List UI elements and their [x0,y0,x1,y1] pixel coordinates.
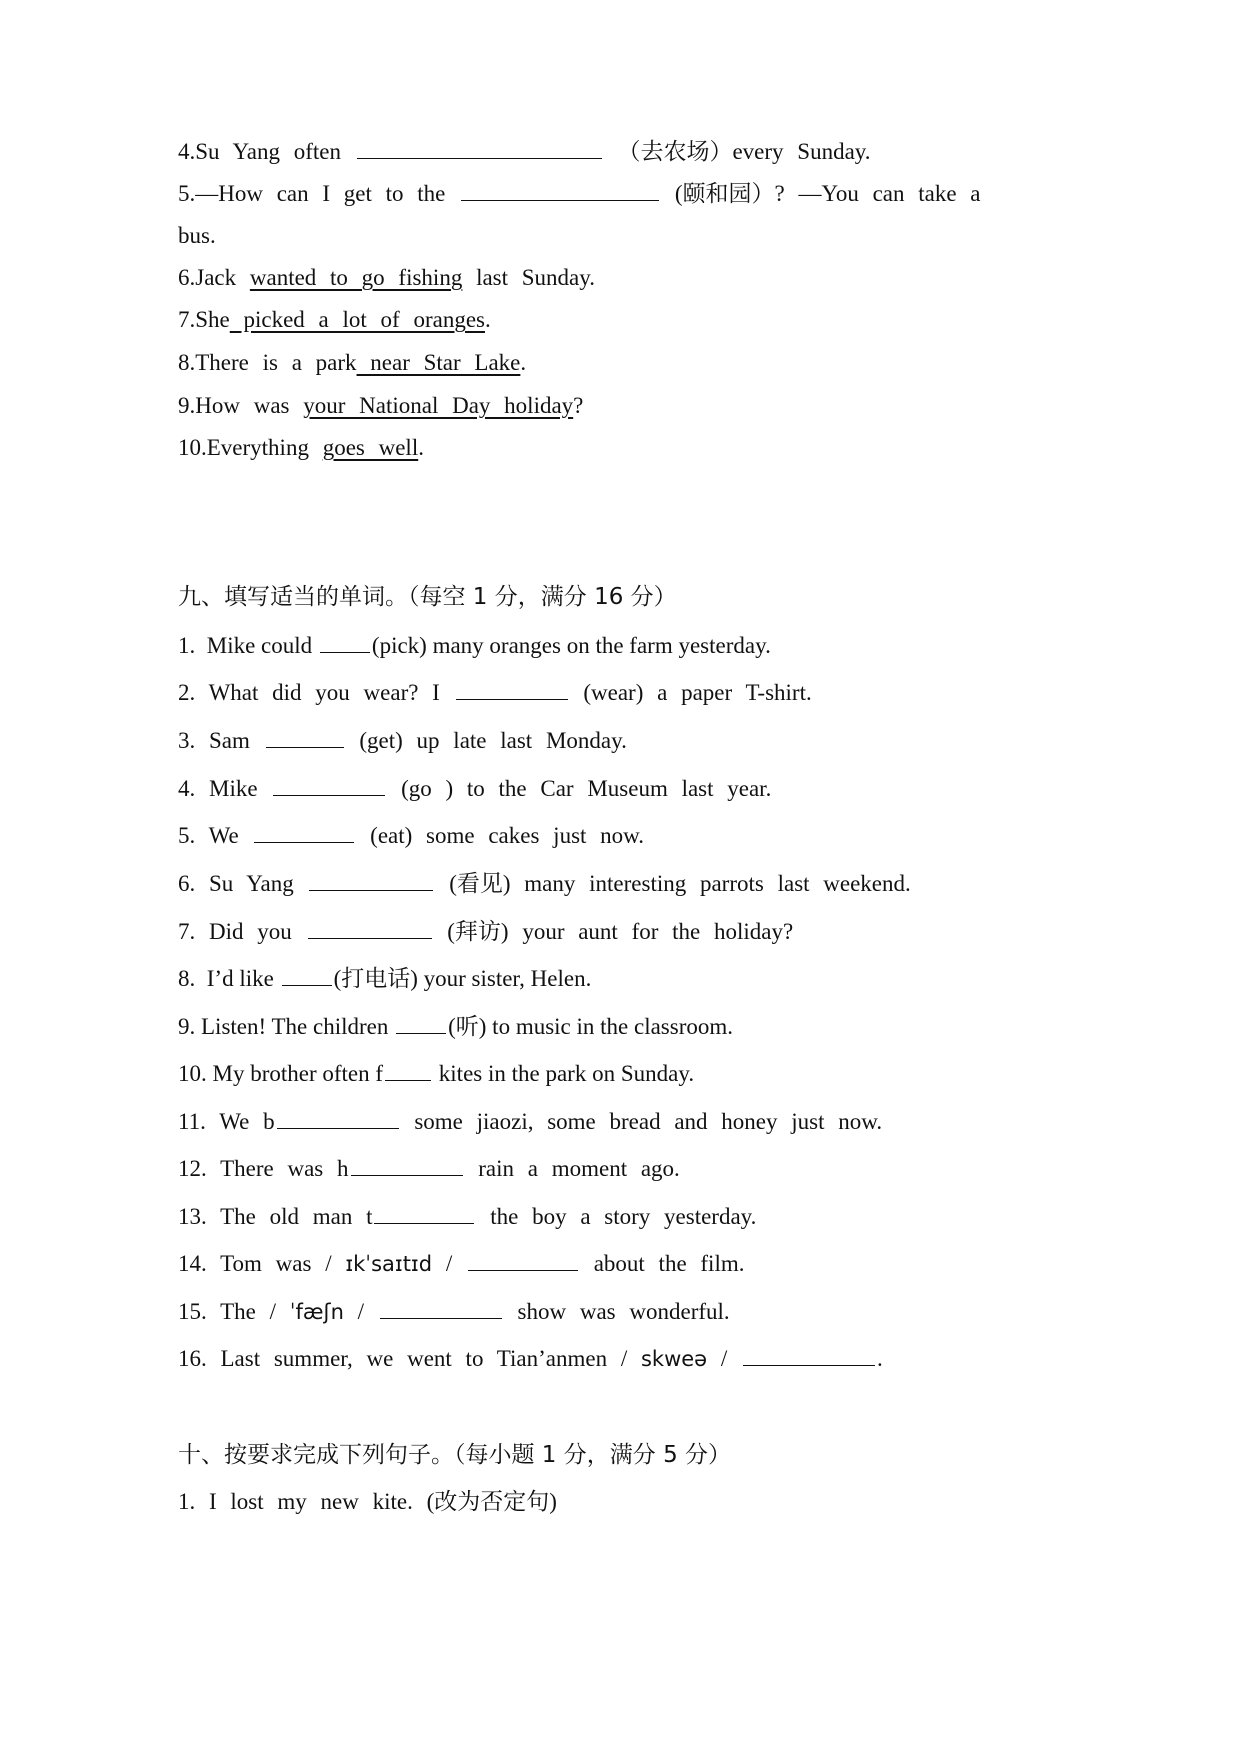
item-text: the boy a story yesterday. [490,1204,757,1229]
answer-blank[interactable] [254,820,354,843]
item-text: (wear) a paper T-shirt. [583,680,812,705]
item-text: (拜访) your aunt for the holiday? [447,919,794,944]
fill-item [178,773,771,804]
phonetic-transcription: skweə [640,1347,708,1371]
item-text: (打电话) your sister, Helen. [333,966,592,991]
fill-item [178,1201,756,1232]
item-text: (get) up late last Monday. [359,728,627,753]
item-number: 5. [178,823,196,848]
exercise-item [178,263,595,293]
item-number: 9. [178,393,196,418]
item-text: —How can I get to the [195,181,446,206]
item-text: Last summer, we went to Tian’anmen / [220,1346,628,1371]
item-text: . [520,350,527,375]
fill-item [178,963,591,994]
item-text: Everything [206,435,309,460]
item-number: 4. [178,776,196,801]
answer-blank[interactable] [277,1106,399,1129]
item-hint: (颐和园）? [674,181,785,206]
fill-item [178,1011,733,1042]
item-text: How was [195,393,290,418]
underlined-phrase: goes well [322,435,419,460]
answer-blank[interactable] [380,1296,502,1319]
item-text: My brother often f [212,1061,384,1086]
answer-blank[interactable] [385,1058,431,1081]
item-text: Mike [209,776,258,801]
fill-item [178,1296,730,1327]
phonetic-transcription: ɪkˈsaɪtɪd [345,1252,433,1276]
item-text: (eat) some cakes just now. [370,823,645,848]
item-text: I lost my new kite. (改为否定句) [209,1489,557,1514]
item-text: . [877,1346,883,1371]
item-text: rain a moment ago. [478,1156,680,1181]
item-text: kites in the park on Sunday. [438,1061,695,1086]
answer-blank[interactable] [743,1343,875,1366]
item-text: Jack [195,265,237,290]
item-text: Su Yang [209,871,294,896]
section-10-heading: 十、按要求完成下列句子。（每小题 1 分，满分 5 分） [178,1442,732,1468]
exercise-item [178,391,583,421]
item-text: (看见) many interesting parrots last weekend. [449,871,911,896]
fill-item [178,916,793,947]
item-number: 4. [178,139,196,164]
fill-item [178,868,911,899]
item-number: 7. [178,919,196,944]
item-text: —You can take a [798,181,981,206]
item-number: 11. [178,1109,206,1134]
fill-item [178,1106,882,1137]
item-text: / [720,1346,728,1371]
answer-blank[interactable] [309,868,433,891]
item-text: some jiaozi, some bread and honey just now. [414,1109,883,1134]
item-number: 16. [178,1346,207,1371]
item-number: 6. [178,871,196,896]
answer-blank[interactable] [308,916,432,939]
exercise-item [178,433,424,463]
item-number: 1. [178,1489,196,1514]
answer-blank[interactable] [461,178,659,201]
item-number: 13. [178,1204,207,1229]
item-text: We b [219,1109,275,1134]
item-text: The / [220,1299,276,1324]
item-number: 8. [178,966,196,991]
fill-item [178,1248,744,1279]
item-text: show was wonderful. [517,1299,730,1324]
answer-blank[interactable] [273,773,385,796]
answer-blank[interactable] [374,1201,474,1224]
underlined-phrase: near Star Lake [356,350,521,375]
item-number: 3. [178,728,196,753]
exercise-item [178,178,981,209]
item-text: I’d like [206,966,274,991]
item-text: . [418,435,424,460]
answer-blank[interactable] [396,1011,446,1034]
fill-item [178,1058,694,1089]
fill-item [178,820,644,851]
exercise-item [178,136,871,167]
item-number: 8. [178,350,196,375]
item-number: 2. [178,680,196,705]
item-text: / [357,1299,365,1324]
item-text: every Sunday. [732,139,871,164]
item-number: 1. [178,633,196,658]
underlined-phrase: picked a lot of oranges [229,307,485,332]
section-9-heading: 九、填写适当的单词。（每空 1 分，满分 16 分） [178,584,677,610]
item-number: 5. [178,181,196,206]
item-text: . [484,307,491,332]
exercise-item [178,348,526,378]
item-text: ? [573,393,584,418]
exercise-item [178,305,491,335]
item-text: Mike could [206,633,313,658]
underlined-phrase: wanted to go fishing [249,265,463,290]
answer-blank[interactable] [282,963,332,986]
item-text: Did you [209,919,292,944]
item-text: last Sunday. [476,265,596,290]
item-text: What did you wear? I [208,680,440,705]
item-text: There is a park [195,350,357,375]
item-number: 15. [178,1299,207,1324]
fill-item [178,677,812,708]
item-text: Sam [209,728,250,753]
answer-blank[interactable] [351,1153,463,1176]
item-text: (go ) to the Car Museum last year. [401,776,772,801]
fill-item [178,725,627,756]
answer-blank[interactable] [266,725,344,748]
item-text: (听) to music in the classroom. [448,1014,734,1039]
item-text: Listen! The children [201,1014,389,1039]
item-text: There was h [220,1156,349,1181]
item-number: 10. [178,1061,207,1086]
item-number: 9. [178,1014,196,1039]
item-number: 6. [178,265,196,290]
item-text: We [208,823,239,848]
fill-item [178,1343,883,1374]
item-text: Su Yang often [195,139,341,164]
item-number: 10. [178,435,207,460]
item-text: The old man t [220,1204,373,1229]
answer-blank[interactable] [357,136,602,159]
item-text: She [195,307,230,332]
item-text: about the film. [593,1251,745,1276]
item-text: (pick) many oranges on the farm yesterday. [371,633,771,658]
item-number: 14. [178,1251,207,1276]
answer-blank[interactable] [456,677,568,700]
answer-blank[interactable] [468,1248,578,1271]
fill-item [178,630,771,661]
fill-item [178,1153,680,1184]
underlined-phrase: your National Day holiday [303,393,574,418]
item-hint: （去农场） [617,139,733,164]
item-text: / [445,1251,453,1276]
phonetic-transcription: ˈfæʃn [289,1300,344,1324]
rewrite-item [178,1487,557,1517]
item-continuation: bus. [178,223,216,248]
item-number: 7. [178,307,196,332]
item-text: Tom was / [220,1251,332,1276]
answer-blank[interactable] [320,630,370,653]
item-number: 12. [178,1156,207,1181]
